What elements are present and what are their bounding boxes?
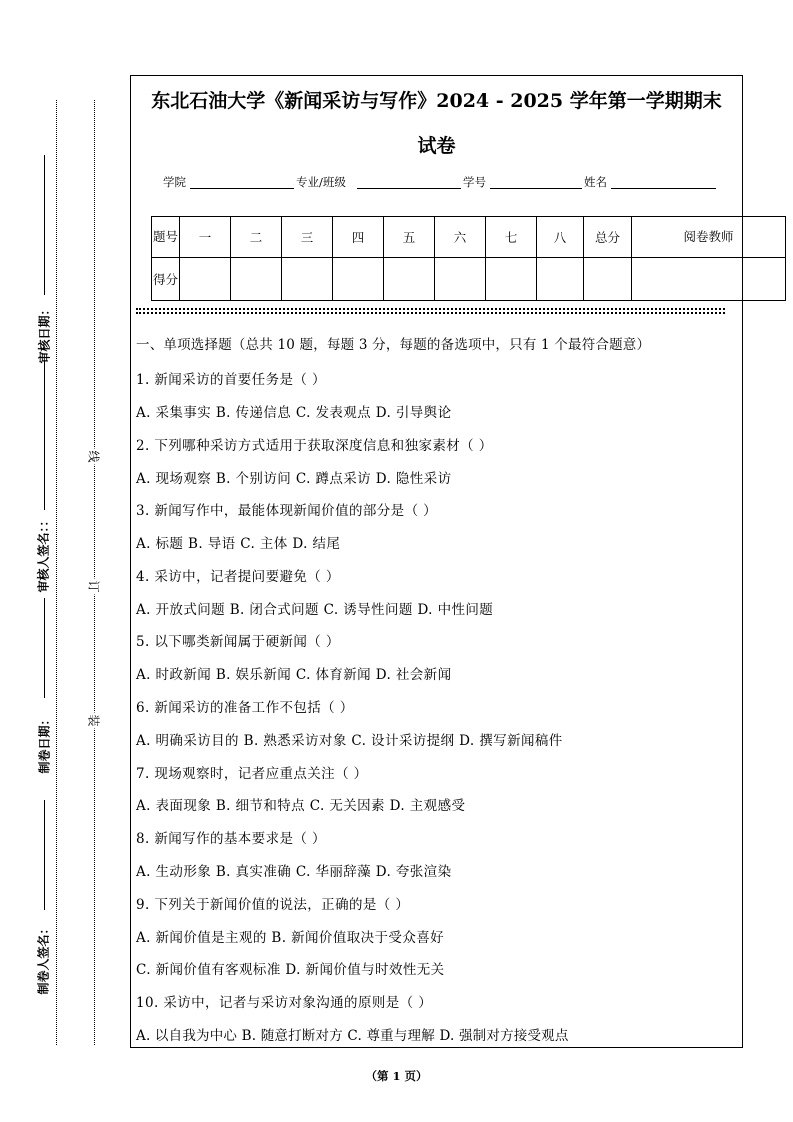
question-4-options: A. 开放式问题 B. 闭合式问题 C. 诱导性问题 D. 中性问题 (136, 602, 494, 618)
preparer-signature-label: 制卷人签名： (36, 922, 51, 995)
score-cell[interactable] (231, 258, 282, 301)
score-table-score-row (152, 258, 786, 301)
info-label-college: 学院 (163, 175, 186, 189)
score-header-cell: 二 (231, 217, 282, 258)
score-header-cell: 八 (537, 217, 584, 258)
score-cell[interactable] (537, 258, 584, 301)
question-8: 8. 新闻写作的基本要求是（ ） (136, 831, 326, 847)
question-4: 4. 采访中，记者提问要避免（ ） (136, 569, 340, 585)
score-header-cell: 阅卷教师 (632, 217, 786, 258)
score-cell[interactable] (486, 258, 537, 301)
question-10: 10. 采访中，记者与采访对象沟通的原则是（ ） (136, 995, 433, 1011)
exam-title-line2: 试卷 (417, 135, 456, 157)
reviewer-signature-field[interactable] (44, 360, 45, 510)
binding-line-inner (94, 100, 95, 1045)
score-cell[interactable] (384, 258, 435, 301)
question-9-options-a: A. 新闻价值是主观的 B. 新闻价值取决于受众喜好 (136, 930, 445, 946)
binding-line-outer (56, 100, 57, 1045)
binding-char-ding: 订 (86, 580, 101, 593)
score-header-cell: 六 (435, 217, 486, 258)
section-heading: 一、单项选择题（总共 10 题，每题 3 分，每题的备选项中，只有 1 个最符合题意） (136, 337, 651, 353)
question-7-options: A. 表面现象 B. 细节和特点 C. 无关因素 D. 主观感受 (136, 798, 466, 814)
score-cell[interactable] (584, 258, 632, 301)
question-5-options: A. 时政新闻 B. 娱乐新闻 C. 体育新闻 D. 社会新闻 (136, 667, 452, 683)
name-field[interactable] (611, 188, 716, 189)
score-header-cell: 五 (384, 217, 435, 258)
question-9-options-b: C. 新闻价值有客观标准 D. 新闻价值与时效性无关 (136, 962, 445, 978)
preparer-signature-field[interactable] (44, 800, 45, 910)
review-date-field[interactable] (44, 155, 45, 295)
score-header-cell: 总分 (584, 217, 632, 258)
college-field[interactable] (190, 188, 294, 189)
score-header-cell: 四 (333, 217, 384, 258)
info-label-name: 姓名 (584, 175, 607, 189)
header-divider (136, 308, 725, 310)
score-row-label: 得分 (152, 258, 180, 301)
question-10-options: A. 以自我为中心 B. 随意打断对方 C. 尊重与理解 D. 强制对方接受观点 (136, 1028, 569, 1044)
score-header-cell: 题号 (152, 217, 180, 258)
prepare-date-label: 制卷日期： (37, 713, 52, 774)
question-2-options: A. 现场观察 B. 个别访问 C. 蹲点采访 D. 隐性采访 (136, 471, 452, 487)
score-cell[interactable] (435, 258, 486, 301)
question-6: 6. 新闻采访的准备工作不包括（ ） (136, 700, 354, 716)
header-divider-2 (136, 312, 725, 314)
major-class-field[interactable] (357, 188, 461, 189)
score-header-cell: 一 (180, 217, 231, 258)
score-header-cell: 七 (486, 217, 537, 258)
info-label-major-class: 专业/班级 (296, 175, 346, 189)
score-cell[interactable] (180, 258, 231, 301)
question-1-options: A. 采集事实 B. 传递信息 C. 发表观点 D. 引导舆论 (136, 405, 452, 421)
question-9: 9. 下列关于新闻价值的说法，正确的是（ ） (136, 897, 410, 913)
score-header-cell: 三 (282, 217, 333, 258)
exam-title: 东北石油大学《新闻采访与写作》2024 - 2025 学年第一学期期末 (151, 90, 722, 112)
question-3: 3. 新闻写作中，最能体现新闻价值的部分是（ ） (136, 503, 438, 519)
prepare-date-field[interactable] (44, 598, 45, 698)
question-8-options: A. 生动形象 B. 真实准确 C. 华丽辞藻 D. 夸张渲染 (136, 864, 452, 880)
page-number: （第 1 页） (365, 1069, 428, 1083)
score-cell[interactable] (632, 258, 786, 301)
binding-char-xian: 线 (86, 450, 101, 463)
student-id-field[interactable] (490, 188, 582, 189)
question-6-options: A. 明确采访目的 B. 熟悉采访对象 C. 设计采访提纲 D. 撰写新闻稿件 (136, 733, 563, 749)
info-label-student-id: 学号 (463, 175, 486, 189)
review-date-label: 审核日期： (37, 303, 52, 364)
score-cell[interactable] (282, 258, 333, 301)
binding-char-zhuang: 装 (86, 714, 101, 727)
score-cell[interactable] (333, 258, 384, 301)
reviewer-signature-label: 审核人签名：： (36, 514, 51, 593)
score-table-header-row (152, 217, 786, 258)
question-2: 2. 下列哪种采访方式适用于获取深度信息和独家素材（ ） (136, 438, 493, 454)
question-5: 5. 以下哪类新闻属于硬新闻（ ） (136, 634, 340, 650)
question-1: 1. 新闻采访的首要任务是（ ） (136, 372, 326, 388)
question-7: 7. 现场观察时，记者应重点关注（ ） (136, 766, 368, 782)
score-table (151, 216, 786, 301)
question-3-options: A. 标题 B. 导语 C. 主体 D. 结尾 (136, 536, 341, 552)
